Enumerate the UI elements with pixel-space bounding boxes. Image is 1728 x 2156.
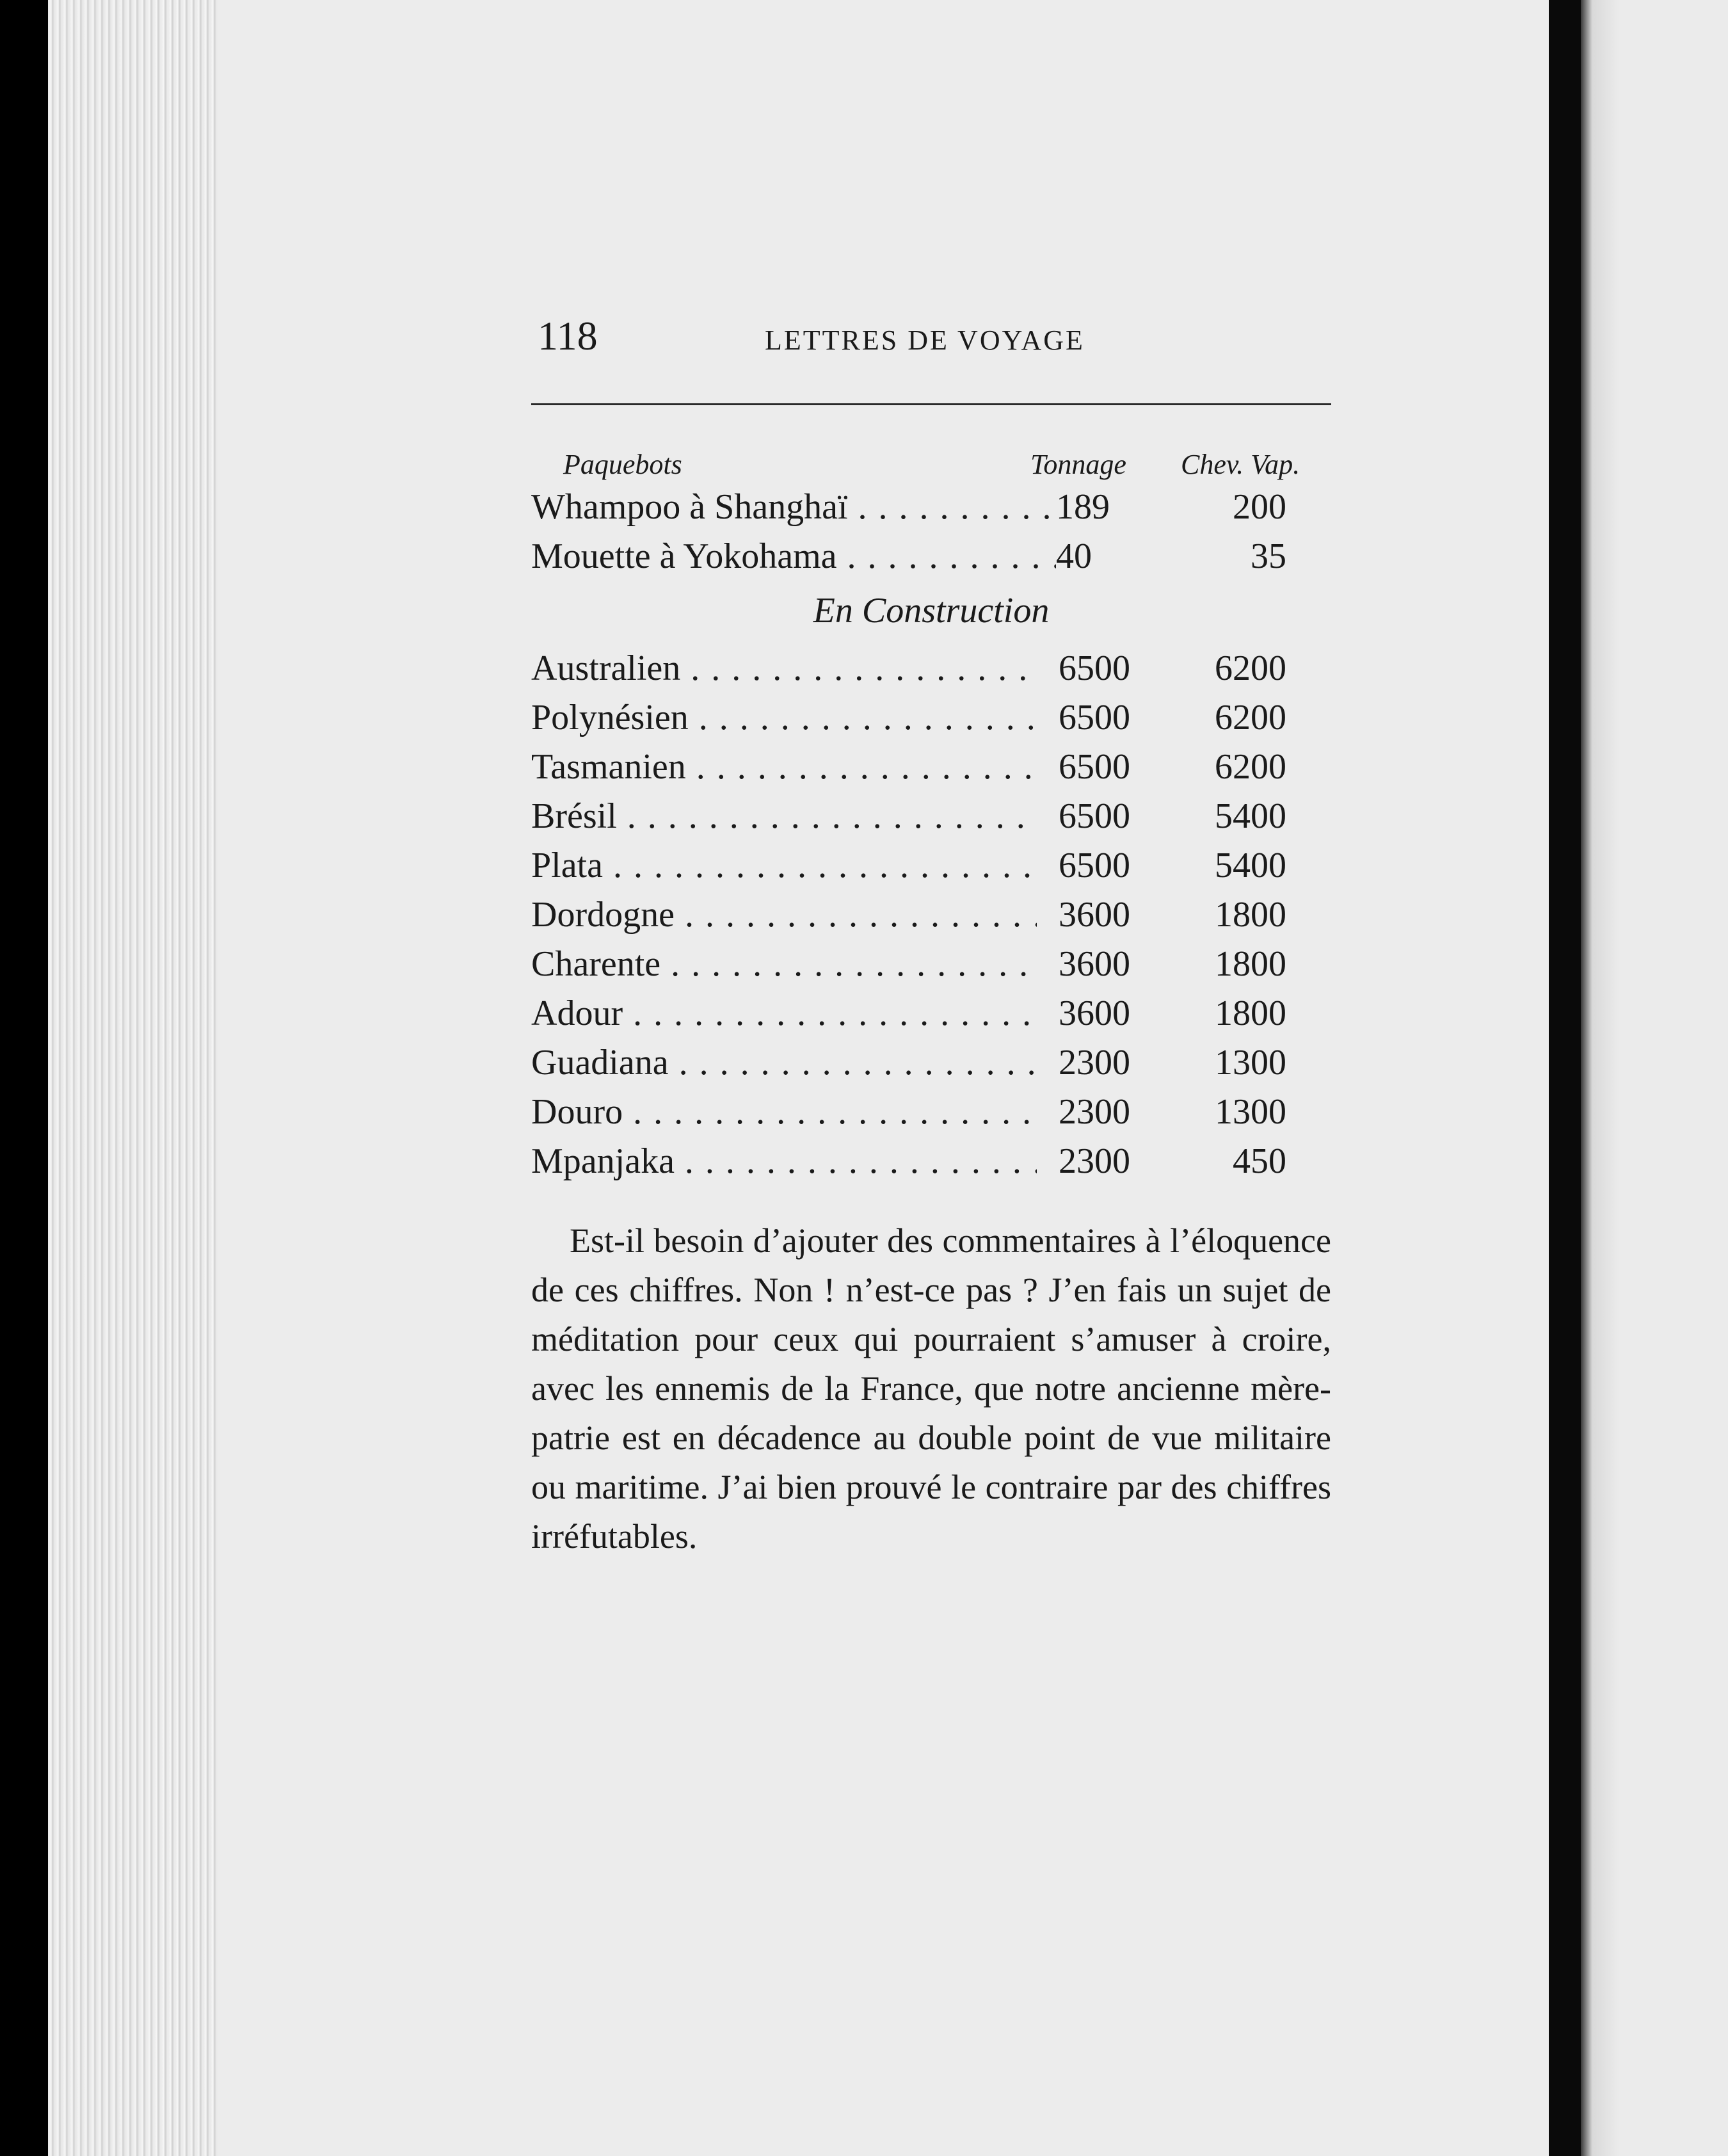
tonnage-value: 2300 bbox=[1037, 1141, 1152, 1182]
tonnage-value: 3600 bbox=[1037, 944, 1152, 985]
table-row bbox=[531, 746, 1331, 796]
horsepower-value: 1300 bbox=[1215, 1092, 1286, 1132]
table-header bbox=[531, 448, 1331, 487]
table-row bbox=[531, 894, 1331, 944]
tonnage-value: 189 bbox=[1056, 487, 1133, 527]
table-row bbox=[531, 1091, 1331, 1141]
ship-name: Douro . . . bbox=[531, 1091, 1037, 1132]
ship-name: Australien . . . bbox=[531, 648, 1037, 689]
horsepower-value: 35 bbox=[1251, 536, 1286, 576]
ship-name: Plata . . . bbox=[531, 845, 1037, 886]
tonnage-value: 3600 bbox=[1037, 894, 1152, 935]
ship-name: Charente . . . bbox=[531, 944, 1037, 985]
table-row bbox=[531, 845, 1331, 894]
page-stack-edges bbox=[48, 0, 221, 2156]
header-rule bbox=[531, 403, 1331, 405]
horsepower-value: 1800 bbox=[1215, 944, 1286, 984]
column-header-tonnage: Tonnage bbox=[1030, 449, 1126, 480]
horsepower-value: 450 bbox=[1233, 1141, 1286, 1181]
table-row bbox=[531, 648, 1331, 697]
table-row bbox=[531, 536, 1331, 585]
horsepower-value: 6200 bbox=[1215, 747, 1286, 787]
tonnage-value: 6500 bbox=[1037, 845, 1152, 886]
tonnage-value: 2300 bbox=[1037, 1091, 1152, 1132]
body-paragraph: Est-il besoin d’ajouter des commentaires à l’éloquence de ces chiffres. Non ! n’est-ce pas ? J’en fais un sujet de méditation pour ceux qui pourraient s’amuser à croire, avec les ennemis de la France, que notre ancienne mère-patrie est en décadence au double point de vue militaire ou maritime. J’ai bien prouvé le contraire par des chiffres irréfutables. bbox=[531, 1221, 1331, 1556]
ship-name: Tasmanien . . . bbox=[531, 746, 1037, 787]
book-gutter bbox=[1549, 0, 1581, 2156]
tonnage-value: 2300 bbox=[1037, 1042, 1152, 1083]
rows-after bbox=[531, 648, 1331, 1190]
ship-name: Polynésien . . . bbox=[531, 697, 1037, 738]
table-row bbox=[531, 1042, 1331, 1091]
tonnage-value: 6500 bbox=[1037, 648, 1152, 689]
page-content bbox=[531, 307, 1331, 1556]
tonnage-value: 3600 bbox=[1037, 993, 1152, 1034]
horsepower-value: 200 bbox=[1233, 487, 1286, 527]
next-page-edge bbox=[1581, 0, 1728, 2156]
ship-name: Guadiana . . . bbox=[531, 1042, 1037, 1083]
ship-name: Whampoo à Shanghaï . . . bbox=[531, 487, 1056, 527]
page-number: 118 bbox=[538, 313, 598, 358]
table-row bbox=[531, 1141, 1331, 1190]
horsepower-value: 1800 bbox=[1215, 994, 1286, 1033]
running-head bbox=[531, 307, 1331, 365]
ship-table bbox=[531, 448, 1331, 1190]
horsepower-value: 6200 bbox=[1215, 648, 1286, 688]
ship-name: Dordogne . . . bbox=[531, 894, 1037, 935]
tonnage-value: 6500 bbox=[1037, 697, 1152, 738]
running-title: LETTRES DE VOYAGE bbox=[765, 325, 1085, 356]
horsepower-value: 1800 bbox=[1215, 895, 1286, 935]
tonnage-value: 6500 bbox=[1037, 746, 1152, 787]
tonnage-value: 6500 bbox=[1037, 796, 1152, 837]
horsepower-value: 5400 bbox=[1215, 796, 1286, 836]
table-row bbox=[531, 697, 1331, 746]
horsepower-value: 1300 bbox=[1215, 1043, 1286, 1082]
table-row bbox=[531, 944, 1331, 993]
table-row bbox=[531, 993, 1331, 1042]
ship-name: Adour . . . bbox=[531, 993, 1037, 1034]
horsepower-value: 5400 bbox=[1215, 846, 1286, 885]
subheading-en-construction: En Construction bbox=[813, 591, 1050, 631]
ship-name: Mouette à Yokohama . . . bbox=[531, 536, 1056, 577]
column-header-horsepower: Chev. Vap. bbox=[1181, 449, 1300, 480]
ship-name: Brésil . . . bbox=[531, 796, 1037, 837]
ship-name: Mpanjaka . . . bbox=[531, 1141, 1037, 1182]
table-row bbox=[531, 796, 1331, 845]
rows-before bbox=[531, 487, 1331, 585]
column-header-ships: Paquebots bbox=[563, 449, 682, 480]
horsepower-value: 6200 bbox=[1215, 698, 1286, 737]
table-row bbox=[531, 487, 1331, 536]
tonnage-value: 40 bbox=[1056, 536, 1133, 577]
